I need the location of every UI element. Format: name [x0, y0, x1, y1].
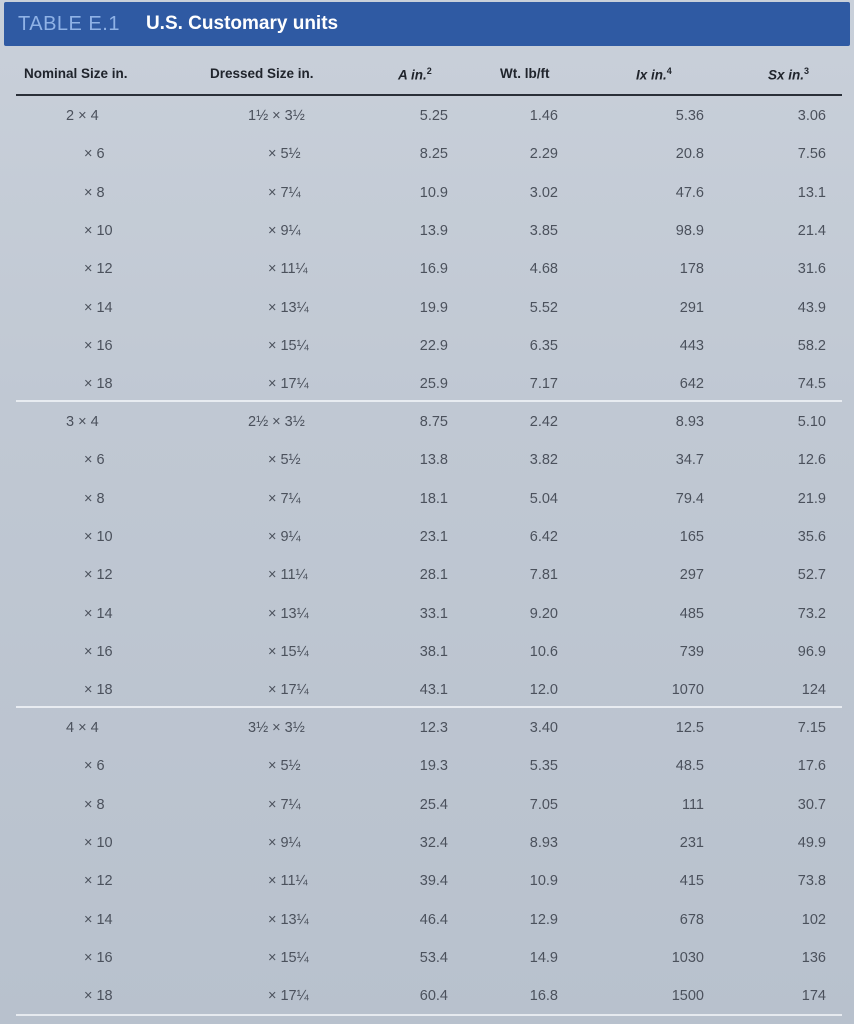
header-area-exponent: 2 — [426, 66, 432, 76]
nominal-size-cell: × 6 — [84, 758, 105, 775]
table-row — [16, 596, 842, 634]
section-modulus-cell: 136 — [801, 949, 826, 966]
dressed-size-cell: × 11¼ — [268, 261, 308, 278]
weight-cell: 1.46 — [529, 108, 558, 124]
table-row — [16, 940, 842, 978]
moment-of-inertia-cell: 443 — [679, 337, 704, 354]
dressed-size-cell: × 13¼ — [268, 299, 309, 316]
area-cell: 38.1 — [419, 643, 448, 660]
dressed-size-cell: × 17¼ — [268, 376, 309, 393]
dressed-size-cell: × 15¼ — [268, 949, 309, 966]
table-title: U.S. Customary units — [145, 13, 339, 34]
section-modulus-cell: 7.56 — [797, 146, 826, 163]
weight-cell: 10.6 — [529, 643, 558, 660]
section-modulus-cell: 58.2 — [797, 337, 826, 354]
table-row — [16, 902, 842, 940]
dressed-size-cell: × 17¼ — [268, 988, 309, 1005]
area-cell: 16.9 — [419, 261, 448, 278]
dressed-size-cell: × 7¼ — [268, 490, 301, 507]
moment-of-inertia-cell: 165 — [679, 528, 704, 545]
table-row — [16, 978, 842, 1016]
weight-cell: 6.42 — [529, 528, 558, 545]
header-weight: Wt. lb/ft — [500, 66, 550, 81]
table-title-bar — [4, 2, 850, 46]
area-cell: 13.9 — [419, 222, 448, 239]
table-row — [16, 251, 842, 289]
header-sx-label: Sx in. — [768, 67, 805, 83]
table-row — [16, 481, 842, 519]
table-row — [16, 710, 842, 748]
area-cell: 33.1 — [419, 605, 448, 622]
dressed-size-cell: × 5½ — [268, 452, 301, 469]
area-cell: 19.9 — [419, 299, 448, 316]
area-cell: 13.8 — [419, 452, 448, 469]
header-ix-label: Ix in. — [636, 67, 667, 83]
moment-of-inertia-cell: 34.7 — [675, 452, 704, 469]
table-row — [16, 672, 842, 710]
dressed-size-cell: 1½ × 3½ — [248, 108, 305, 124]
area-cell: 39.4 — [419, 873, 448, 890]
nominal-size-cell: × 6 — [84, 452, 105, 469]
moment-of-inertia-cell: 415 — [679, 873, 704, 890]
dressed-size-cell: × 7¼ — [268, 184, 301, 201]
table-row — [16, 825, 842, 863]
dressed-size-cell: 2½ × 3½ — [248, 414, 305, 430]
nominal-size-cell: × 8 — [84, 490, 105, 507]
table-row — [16, 557, 842, 595]
moment-of-inertia-cell: 231 — [679, 834, 704, 851]
nominal-size-cell: × 10 — [84, 528, 113, 545]
area-cell: 60.4 — [419, 988, 448, 1005]
area-cell: 28.1 — [419, 567, 448, 584]
moment-of-inertia-cell: 1070 — [671, 682, 704, 699]
weight-cell: 12.0 — [529, 682, 558, 699]
weight-cell: 5.52 — [529, 299, 558, 316]
dressed-size-cell: × 11¼ — [268, 873, 308, 890]
table-row — [16, 863, 842, 901]
nominal-size-cell: 3 × 4 — [66, 414, 99, 430]
table-row — [16, 213, 842, 251]
weight-cell: 14.9 — [529, 949, 558, 966]
dressed-size-cell: × 5½ — [268, 146, 301, 163]
table-row — [16, 98, 842, 136]
header-area-label: A in. — [398, 67, 427, 83]
header-moment-of-inertia — [636, 66, 672, 83]
section-modulus-cell: 21.9 — [797, 490, 826, 507]
dressed-size-cell: × 15¼ — [268, 337, 309, 354]
section-modulus-cell: 31.6 — [797, 261, 826, 278]
section-modulus-cell: 30.7 — [797, 796, 826, 813]
weight-cell: 7.81 — [529, 567, 558, 584]
weight-cell: 8.93 — [529, 834, 558, 851]
weight-cell: 3.02 — [529, 184, 558, 201]
dressed-size-cell: × 5½ — [268, 758, 301, 775]
area-cell: 53.4 — [419, 949, 448, 966]
weight-cell: 5.35 — [529, 758, 558, 775]
moment-of-inertia-cell: 485 — [679, 605, 704, 622]
area-cell: 43.1 — [419, 682, 448, 699]
moment-of-inertia-cell: 291 — [679, 299, 704, 316]
weight-cell: 9.20 — [529, 605, 558, 622]
area-cell: 32.4 — [419, 834, 448, 851]
nominal-size-cell: × 14 — [84, 605, 113, 622]
section-modulus-cell: 102 — [801, 911, 826, 928]
weight-cell: 6.35 — [529, 337, 558, 354]
moment-of-inertia-cell: 79.4 — [675, 490, 704, 507]
area-cell: 22.9 — [419, 337, 448, 354]
nominal-size-cell: × 16 — [84, 337, 113, 354]
weight-cell: 7.17 — [529, 376, 558, 393]
header-area — [398, 66, 432, 83]
table-row — [16, 175, 842, 213]
nominal-size-cell: × 18 — [84, 682, 113, 699]
table-row — [16, 404, 842, 442]
nominal-size-cell: × 18 — [84, 376, 113, 393]
dressed-size-cell: × 13¼ — [268, 605, 309, 622]
dressed-size-cell: × 15¼ — [268, 643, 309, 660]
dressed-size-cell: × 17¼ — [268, 682, 309, 699]
moment-of-inertia-cell: 1500 — [671, 988, 704, 1005]
dressed-size-cell: × 7¼ — [268, 796, 301, 813]
nominal-size-cell: 2 × 4 — [66, 108, 99, 124]
dressed-size-cell: 3½ × 3½ — [248, 720, 305, 736]
weight-cell: 16.8 — [529, 988, 558, 1005]
weight-cell: 7.05 — [529, 796, 558, 813]
header-ix-exponent: 4 — [666, 66, 672, 76]
section-modulus-cell: 5.10 — [797, 414, 826, 430]
nominal-size-cell: × 14 — [84, 299, 113, 316]
moment-of-inertia-cell: 47.6 — [675, 184, 704, 201]
nominal-size-cell: × 12 — [84, 873, 113, 890]
nominal-size-cell: × 8 — [84, 796, 105, 813]
nominal-size-cell: × 14 — [84, 911, 113, 928]
table-row — [16, 442, 842, 480]
dressed-size-cell: × 11¼ — [268, 567, 308, 584]
nominal-size-cell: × 12 — [84, 261, 113, 278]
moment-of-inertia-cell: 8.93 — [675, 414, 704, 430]
section-modulus-cell: 3.06 — [797, 108, 826, 124]
section-modulus-cell: 21.4 — [797, 222, 826, 239]
section-modulus-cell: 96.9 — [797, 643, 826, 660]
weight-cell: 3.40 — [529, 720, 558, 736]
moment-of-inertia-cell: 98.9 — [675, 222, 704, 239]
weight-cell: 12.9 — [529, 911, 558, 928]
area-cell: 25.9 — [419, 376, 448, 393]
area-cell: 19.3 — [419, 758, 448, 775]
moment-of-inertia-cell: 111 — [681, 796, 704, 813]
area-cell: 25.4 — [419, 796, 448, 813]
section-modulus-cell: 12.6 — [797, 452, 826, 469]
nominal-size-cell: × 18 — [84, 988, 113, 1005]
table-header-row — [16, 56, 842, 96]
section-modulus-cell: 7.15 — [797, 720, 826, 736]
moment-of-inertia-cell: 178 — [679, 261, 704, 278]
table-row — [16, 787, 842, 825]
section-modulus-cell: 74.5 — [797, 376, 826, 393]
weight-cell: 3.82 — [529, 452, 558, 469]
area-cell: 18.1 — [419, 490, 448, 507]
header-nominal-size: Nominal Size in. — [24, 66, 128, 81]
moment-of-inertia-cell: 12.5 — [675, 720, 704, 736]
table-row — [16, 748, 842, 786]
nominal-size-cell: × 6 — [84, 146, 105, 163]
nominal-size-cell: × 12 — [84, 567, 113, 584]
header-dressed-size: Dressed Size in. — [210, 66, 314, 81]
group-divider — [16, 400, 842, 402]
table-number: TABLE E.1 — [18, 12, 120, 35]
section-modulus-cell: 73.2 — [797, 605, 826, 622]
section-modulus-cell: 43.9 — [797, 299, 826, 316]
nominal-size-cell: × 10 — [84, 834, 113, 851]
weight-cell: 5.04 — [529, 490, 558, 507]
area-cell: 46.4 — [419, 911, 448, 928]
dressed-size-cell: × 9¼ — [268, 834, 301, 851]
area-cell: 5.25 — [419, 108, 448, 124]
area-cell: 8.75 — [419, 414, 448, 430]
moment-of-inertia-cell: 678 — [679, 911, 704, 928]
table-row — [16, 328, 842, 366]
area-cell: 23.1 — [419, 528, 448, 545]
moment-of-inertia-cell: 48.5 — [675, 758, 704, 775]
section-modulus-cell: 52.7 — [797, 567, 826, 584]
moment-of-inertia-cell: 739 — [679, 643, 704, 660]
table-row — [16, 519, 842, 557]
table-row — [16, 634, 842, 672]
dressed-size-cell: × 13¼ — [268, 911, 309, 928]
group-divider — [16, 706, 842, 708]
moment-of-inertia-cell: 5.36 — [675, 108, 704, 124]
moment-of-inertia-cell: 1030 — [671, 949, 704, 966]
table-row — [16, 290, 842, 328]
header-section-modulus — [768, 66, 809, 83]
nominal-size-cell: × 10 — [84, 222, 113, 239]
dressed-size-cell: × 9¼ — [268, 222, 301, 239]
section-modulus-cell: 174 — [801, 988, 826, 1005]
dressed-size-cell: × 9¼ — [268, 528, 301, 545]
weight-cell: 10.9 — [529, 873, 558, 890]
nominal-size-cell: × 16 — [84, 949, 113, 966]
area-cell: 10.9 — [419, 184, 448, 201]
moment-of-inertia-cell: 297 — [679, 567, 704, 584]
section-modulus-cell: 13.1 — [797, 184, 826, 201]
section-modulus-cell: 17.6 — [797, 758, 826, 775]
section-modulus-cell: 35.6 — [797, 528, 826, 545]
section-modulus-cell: 124 — [801, 682, 826, 699]
weight-cell: 2.29 — [529, 146, 558, 163]
table-bottom-rule — [16, 1014, 842, 1016]
nominal-size-cell: × 16 — [84, 643, 113, 660]
moment-of-inertia-cell: 642 — [679, 376, 704, 393]
weight-cell: 4.68 — [529, 261, 558, 278]
moment-of-inertia-cell: 20.8 — [675, 146, 704, 163]
area-cell: 8.25 — [419, 146, 448, 163]
nominal-size-cell: 4 × 4 — [66, 720, 99, 736]
table-row — [16, 366, 842, 404]
weight-cell: 2.42 — [529, 414, 558, 430]
header-sx-exponent: 3 — [804, 66, 810, 76]
section-modulus-cell: 49.9 — [797, 834, 826, 851]
section-modulus-cell: 73.8 — [797, 873, 826, 890]
weight-cell: 3.85 — [529, 222, 558, 239]
area-cell: 12.3 — [419, 720, 448, 736]
table-row — [16, 136, 842, 174]
nominal-size-cell: × 8 — [84, 184, 105, 201]
